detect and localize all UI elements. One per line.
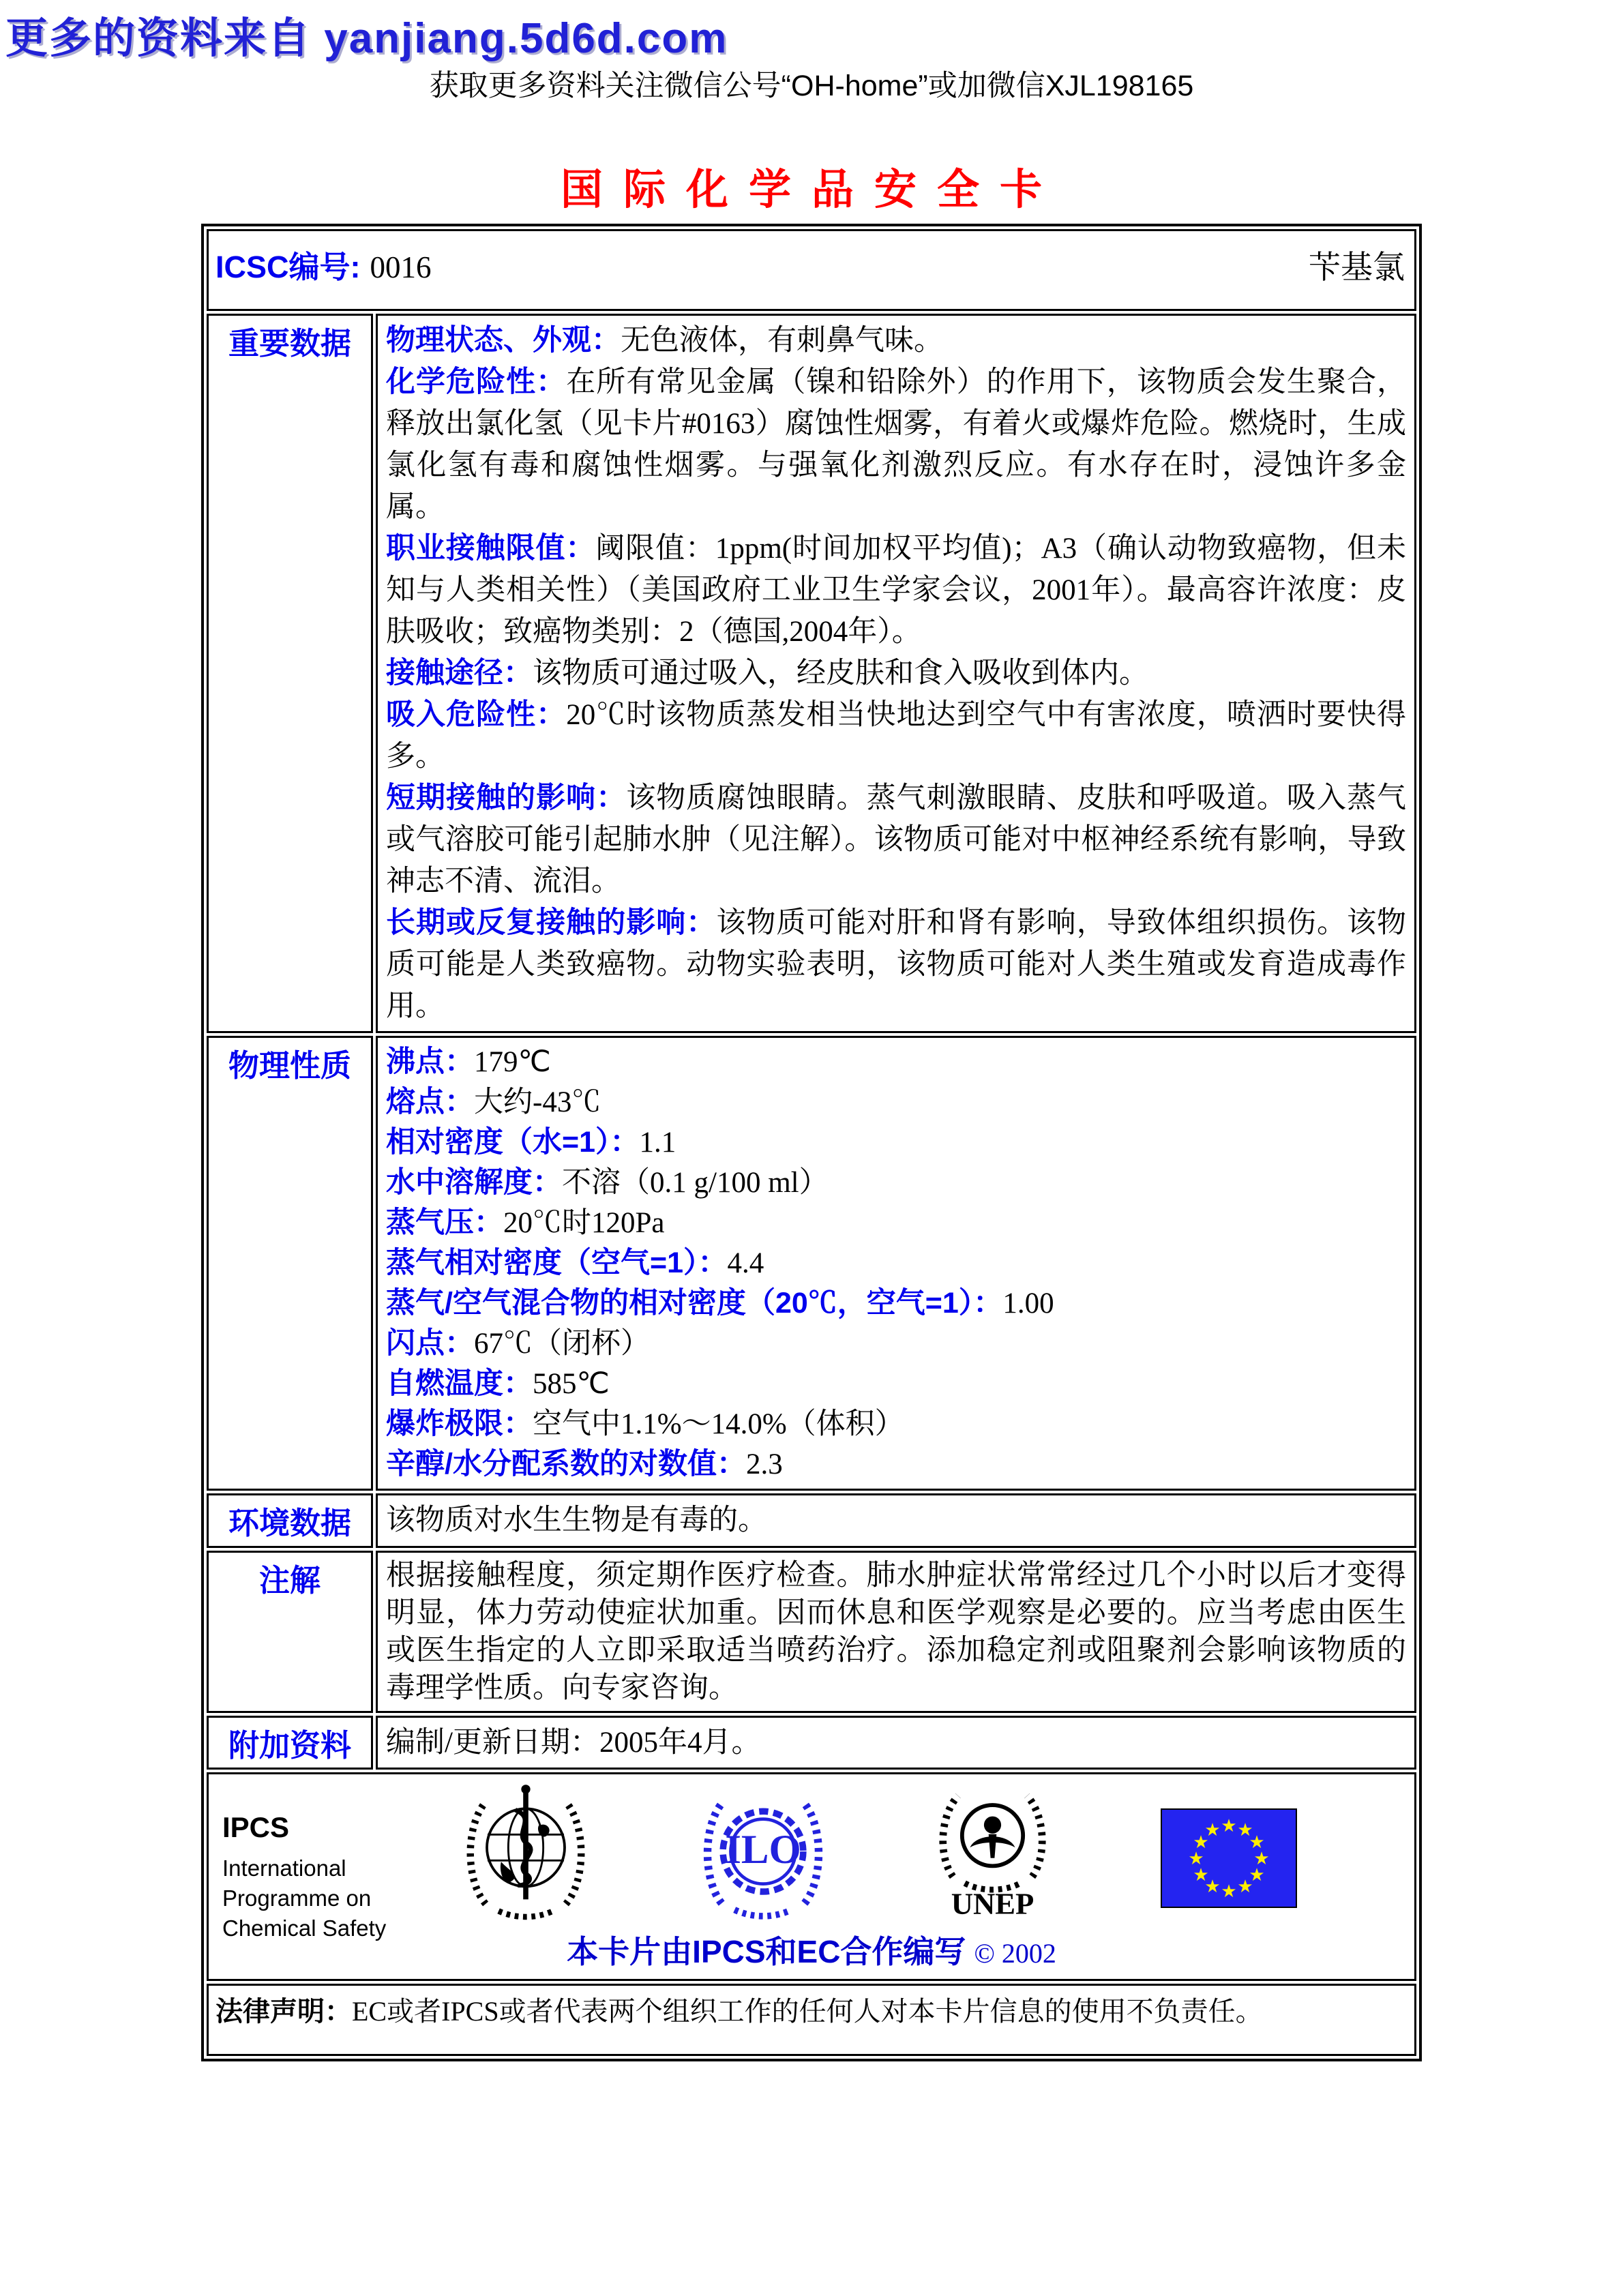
ilo-letters: ILO — [725, 1827, 801, 1873]
wechat-note: 获取更多资料关注微信公号“OH-home”或加微信XJL198165 — [429, 70, 1194, 102]
table-row — [207, 1716, 1416, 1770]
table-row — [207, 1551, 1416, 1713]
field-relative-density: 相对密度（水=1）：1.1 — [386, 1126, 676, 1159]
table-row — [207, 1984, 1416, 2056]
field-long-term-effects: 长期或反复接触的影响：该物质可能对肝和肾有影响，导致体组织损伤。该物质可能是人类致癌物。动物实验表明，该物质可能对人类生殖或发育造成毒作用。 — [386, 906, 1407, 1022]
svg-text:★: ★ — [1253, 1849, 1270, 1869]
legal-notice-label: 法律声明： — [215, 1997, 352, 2027]
field-inhalation-risk: 吸入危险性：20℃时该物质蒸发相当快地达到空气中有害浓度，喷洒时要快得多。 — [386, 698, 1407, 773]
environmental-data-content: 该物质对水生生物是有毒的。 — [376, 1493, 1416, 1548]
field-explosive-limits: 爆炸极限：空气中1.1%～14.0%（体积） — [386, 1407, 904, 1440]
icsc-number-group — [215, 242, 432, 286]
section-label-physical-properties: 物理性质 — [207, 1036, 373, 1491]
ipcs-name-line2: Programme on — [222, 1885, 372, 1911]
icsc-header-cell — [207, 229, 1416, 311]
table-row — [207, 1493, 1416, 1548]
svg-text:★: ★ — [1221, 1816, 1237, 1836]
field-chemical-dangers: 化学危险性：在所有常见金属（镍和铅除外）的作用下，该物质会发生聚合，释放出氯化氢（见卡片#0163）腐蚀性烟雾，有着火或爆炸危险。燃烧时，生成氯化氢有毒和腐蚀性烟雾。与强氧化剂激烈反应。有水存在时，浸蚀许多金属。 — [386, 366, 1407, 523]
svg-text:★: ★ — [1237, 1820, 1253, 1840]
icsc-card-table — [201, 224, 1422, 2061]
field-melting-point: 熔点：大约-43℃ — [386, 1086, 601, 1118]
section-label-additional-information: 附加资料 — [207, 1716, 373, 1770]
ipcs-abbr: IPCS — [222, 1811, 290, 1843]
field-water-solubility: 水中溶解度：不溶（0.1 g/100 ml） — [386, 1166, 829, 1199]
field-vapour-density: 蒸气相对密度（空气=1）：4.4 — [386, 1247, 764, 1279]
svg-text:★: ★ — [1237, 1877, 1253, 1897]
chemical-name: 苄基氯 — [1309, 250, 1405, 286]
page-title: 国际化学品安全卡 — [560, 167, 1062, 213]
svg-text:★: ★ — [1204, 1877, 1221, 1897]
table-row — [207, 1772, 1416, 1981]
svg-text:★: ★ — [1193, 1832, 1209, 1853]
field-physical-state: 物理状态、外观：无色液体，有刺鼻气味。 — [386, 324, 943, 357]
field-short-term-effects: 短期接触的影响：该物质腐蚀眼睛。蒸气刺激眼睛、皮肤和呼吸道。吸入蒸气或气溶胶可能引起肺水肿（见注解）。该物质可能对中枢神经系统有影响，导致神志不清、流泪。 — [386, 781, 1407, 897]
table-row — [207, 229, 1416, 311]
section-label-important-data: 重要数据 — [207, 314, 373, 1033]
svg-text:★: ★ — [1204, 1820, 1221, 1840]
ipcs-logo — [222, 1811, 386, 1943]
table-row — [207, 1036, 1416, 1491]
icsc-number-label: ICSC编号: — [215, 250, 361, 284]
section-label-environmental-data: 环境数据 — [207, 1493, 373, 1548]
legal-notice-cell — [207, 1984, 1416, 2056]
field-flash-point: 闪点：67℃（闭杯） — [386, 1327, 650, 1360]
field-boiling-point: 沸点：179℃ — [386, 1045, 551, 1078]
svg-text:★: ★ — [1249, 1865, 1265, 1885]
field-occupational-exposure-limits: 职业接触限值：阈限值：1ppm(时间加权平均值)；A3（确认动物致癌物，但未知与人类相关性）（美国政府工业卫生学家会议，2001年）。最高容许浓度：皮肤吸收；致癌物类别：2（德国,2004年）。 — [386, 532, 1407, 648]
unep-letters: UNEP — [951, 1886, 1034, 1920]
ipcs-name-line1: International — [222, 1855, 346, 1881]
field-octanol-water-partition: 辛醇/水分配系数的对数值：2.3 — [386, 1448, 783, 1480]
ilo-logo-icon — [698, 1787, 828, 1924]
copyright-text: © 2002 — [974, 1938, 1056, 1969]
physical-properties-content — [376, 1036, 1416, 1491]
logos-strip — [209, 1784, 1414, 1941]
additional-information-content: 编制/更新日期：2005年4月。 — [376, 1716, 1416, 1770]
field-auto-ignition-temperature: 自燃温度：585℃ — [386, 1367, 610, 1400]
cooperation-caption-text: 本卡片由IPCS和EC合作编写 — [567, 1934, 966, 1969]
field-vapour-pressure: 蒸气压：20℃时120Pa — [386, 1206, 665, 1239]
who-logo-icon — [461, 1784, 591, 1924]
unep-logo-icon — [933, 1784, 1052, 1924]
field-routes-of-exposure: 接触途径：该物质可通过吸入，经皮肤和食入吸收到体内。 — [386, 657, 1148, 689]
important-data-content — [376, 314, 1416, 1033]
section-label-notes: 注解 — [207, 1551, 373, 1713]
cooperation-caption — [209, 1927, 1414, 1972]
eu-flag-icon — [1161, 1808, 1297, 1911]
svg-text:★: ★ — [1249, 1832, 1265, 1853]
legal-notice-text: EC或者IPCS或者代表两个组织工作的任何人对本卡片信息的使用不负责任。 — [352, 1996, 1263, 2027]
notes-content: 根据接触程度，须定期作医疗检查。肺水肿症状常常经过几个小时以后才变得明显，体力劳动使症状加重。因而休息和医学观察是必要的。应当考虑由医生或医生指定的人立即采取适当喷药治疗。添加稳定剂或阻聚剂会影响该物质的毒理学性质。向专家咨询。 — [376, 1551, 1416, 1713]
table-row — [207, 314, 1416, 1033]
svg-text:★: ★ — [1188, 1849, 1204, 1869]
svg-text:★: ★ — [1221, 1881, 1237, 1902]
field-vapour-air-mixture-density: 蒸气/空气混合物的相对密度（20℃，空气=1）：1.00 — [386, 1287, 1054, 1320]
ipcs-name-line3: Chemical Safety — [222, 1915, 387, 1941]
watermark-link[interactable]: 更多的资料来自 yanjiang.5d6d.com — [5, 15, 728, 62]
logos-cell — [207, 1772, 1416, 1981]
svg-text:★: ★ — [1193, 1865, 1209, 1885]
icsc-number-value: 0016 — [370, 250, 432, 284]
